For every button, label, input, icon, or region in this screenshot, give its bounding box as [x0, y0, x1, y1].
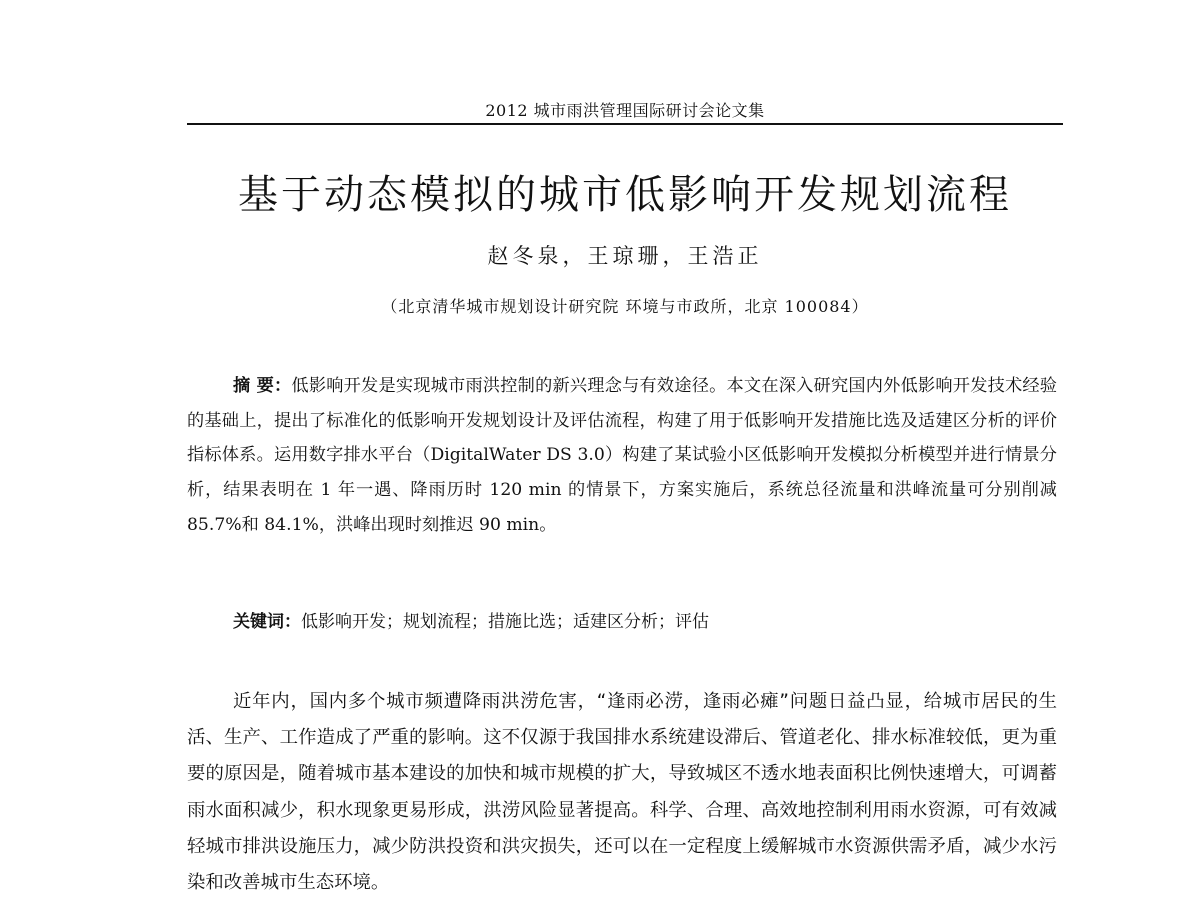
body-paragraph: 近年内，国内多个城市频遭降雨洪涝危害，“逢雨必涝，逢雨必瘫”问题日益凸显，给城市居民的生活、生产、工作造成了严重的影响。这不仅源于我国排水系统建设滞后、管道老化、排水标准较低，更为重要的原因是，随着城市基本建设的加快和城市规模的扩大，导致城区不透水地表面积比例快速增大，可调蓄雨水面积减少，积水现象更易形成，洪涝风险显著提高。科学、合理、高效地控制利用雨水资源，可有效减轻城市排洪设施压力，减少防洪投资和洪灾损失，还可以在一定程度上缓解城市水资源供需矛盾，减少水污染和改善城市生态环境。: [187, 691, 1057, 894]
header-rule: [187, 123, 1063, 125]
keywords-text: 低影响开发；规划流程；措施比选；适建区分析；评估: [301, 612, 709, 632]
paper-title: 基于动态模拟的城市低影响开发规划流程: [238, 172, 1012, 218]
keywords-label: 关键词：: [233, 612, 301, 632]
abstract: [187, 369, 1057, 543]
running-header: 2012 城市雨洪管理国际研讨会论文集: [485, 101, 765, 120]
abstract-label: 摘 要：: [233, 376, 292, 396]
paper-authors: 赵冬泉，王琼珊，王浩正: [487, 244, 763, 268]
paper-affiliation: （北京清华城市规划设计研究院 环境与市政所，北京 100084）: [381, 297, 869, 316]
keywords: [233, 605, 1057, 639]
abstract-text: 低影响开发是实现城市雨洪控制的新兴理念与有效途径。本文在深入研究国内外低影响开发技术经验的基础上，提出了标准化的低影响开发规划设计及评估流程，构建了用于低影响开发措施比选及适建区分析的评价指标体系。运用数字排水平台（DigitalWater DS 3.0）构建了某试验小区低影响开发模拟分析模型并进行情景分析，结果表明在 1 年一遇、降雨历时 120 min 的情景下，方案实施后，系统总径流量和洪峰流量可分别削减 85.7%和 84.1%，洪峰出现时刻推迟 90 min。: [187, 376, 1057, 535]
